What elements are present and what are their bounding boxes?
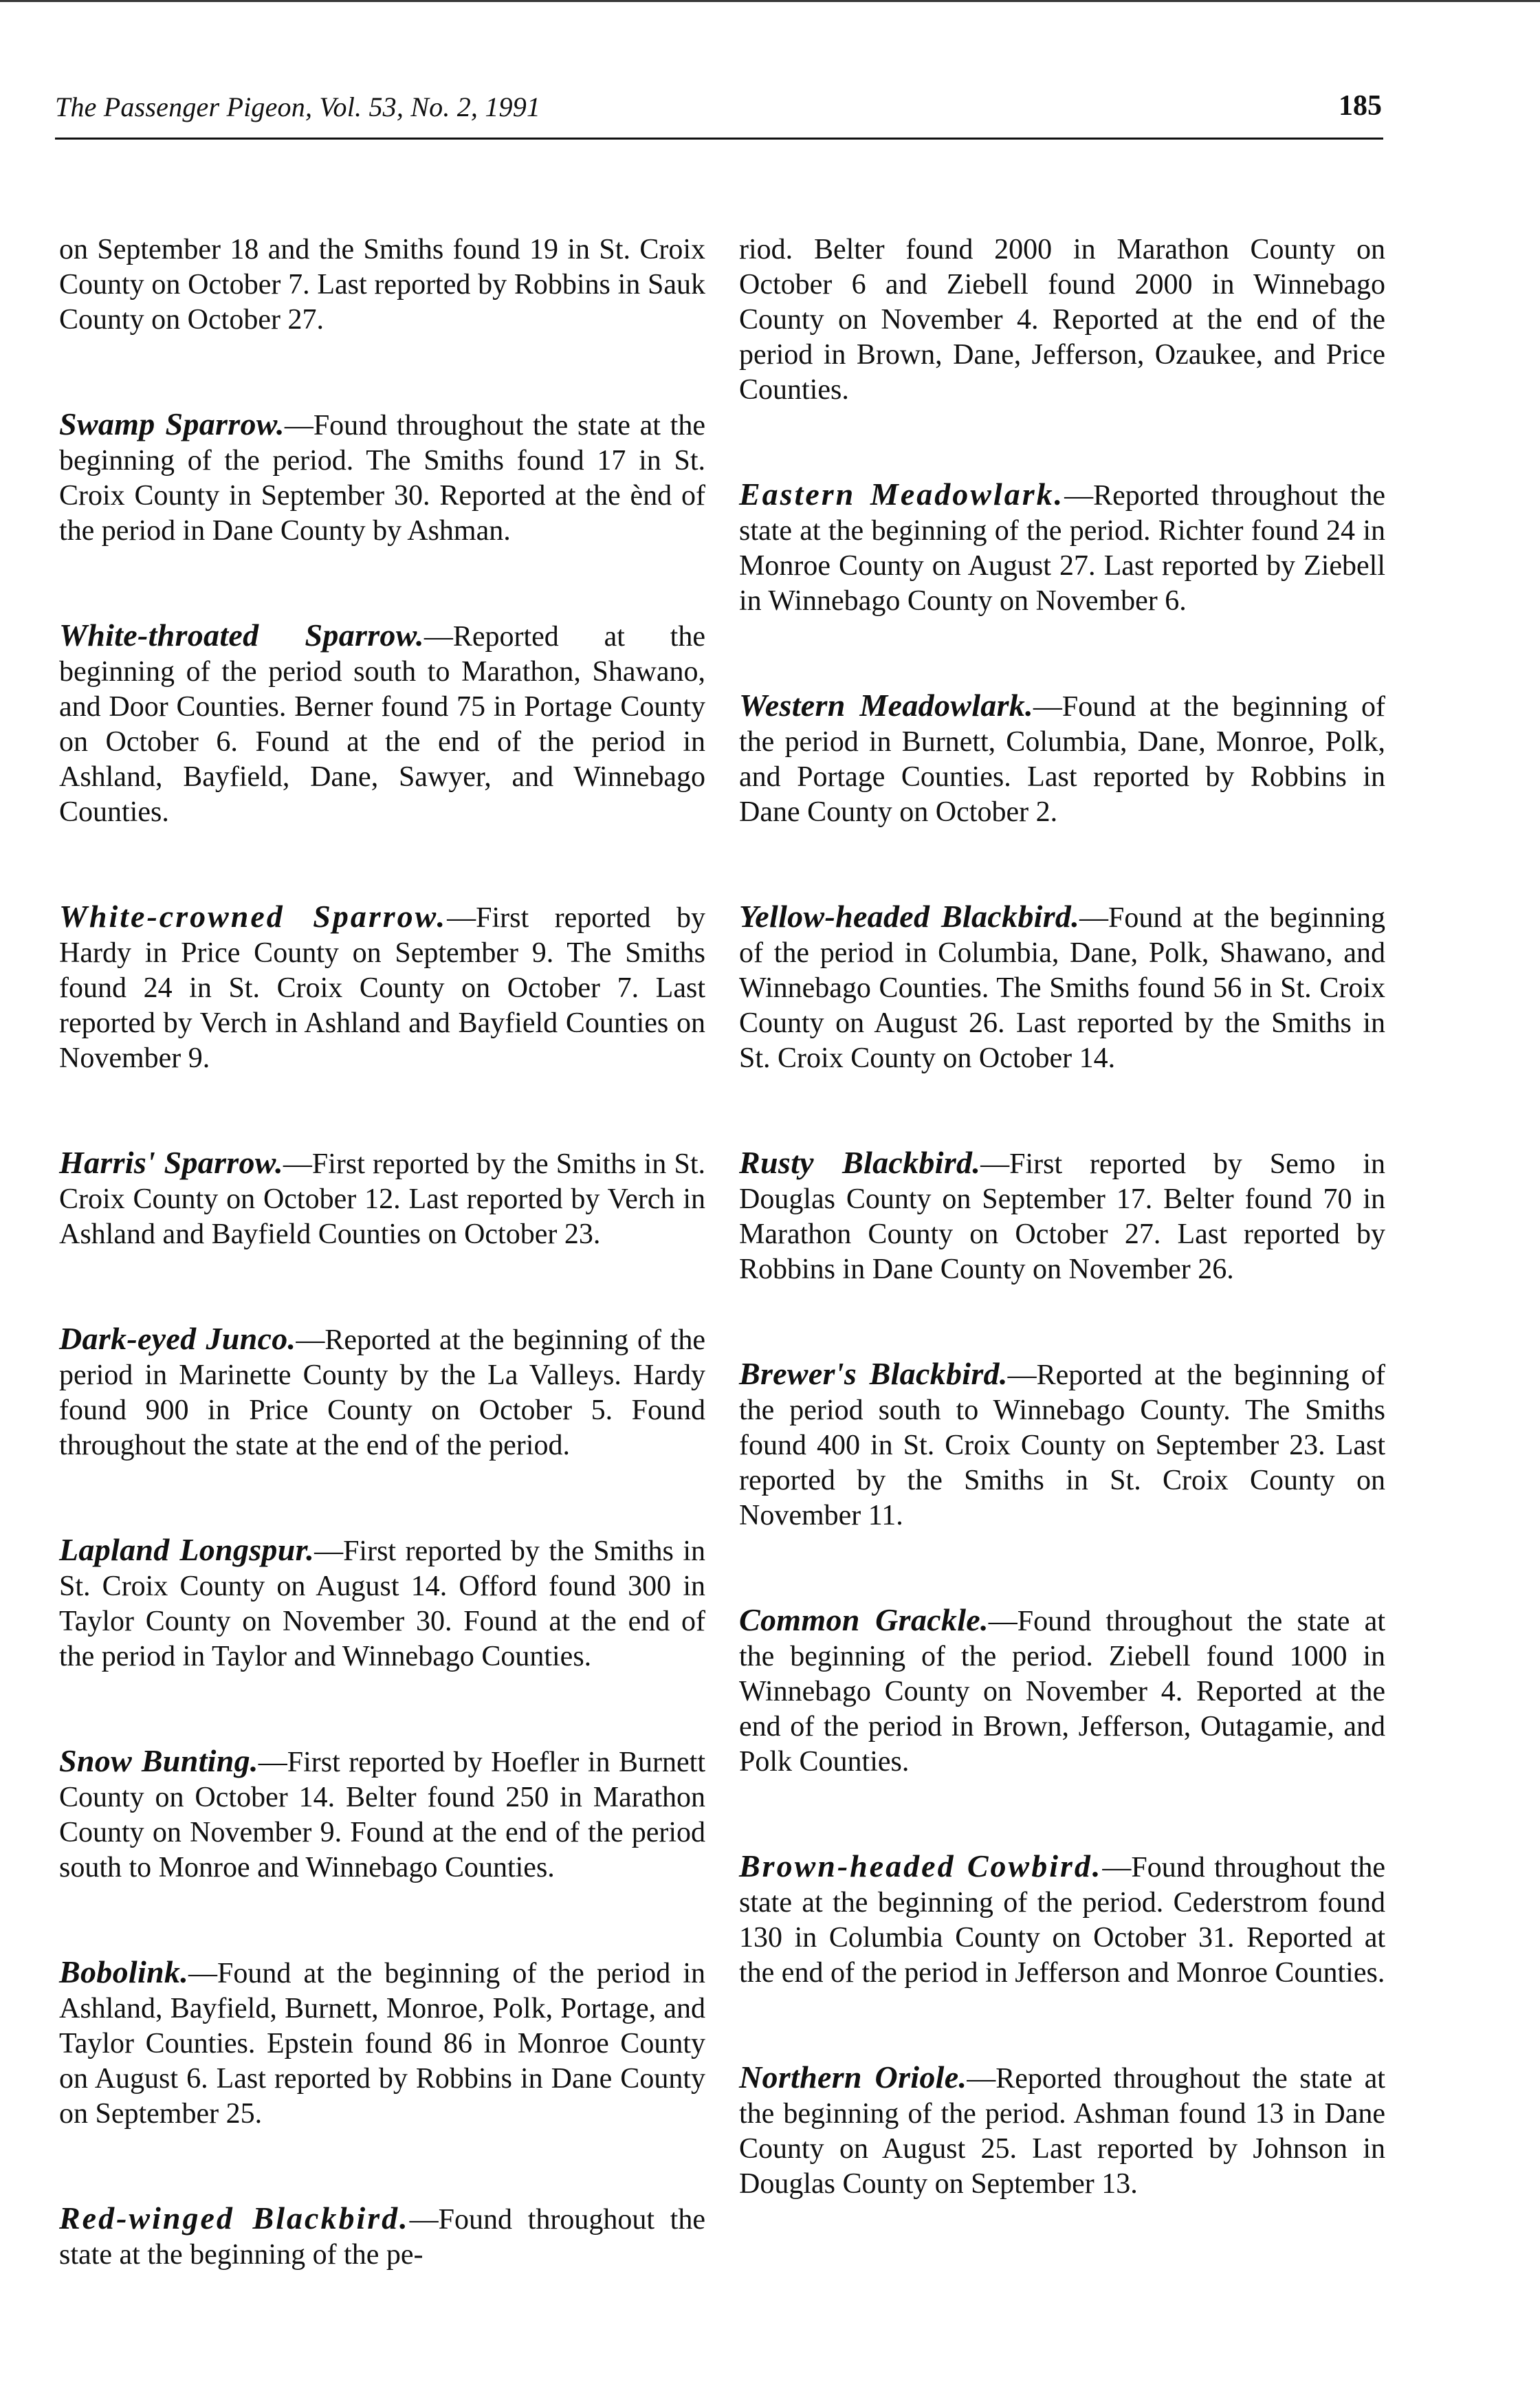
species-name: Rusty Blackbird. xyxy=(739,1145,981,1180)
left-column xyxy=(59,232,705,2341)
species-notes: —Found throughout the state at the beginning of the period. Ziebell found 1000 in Winnebago County on November 4. Reported at the end of the period in Brown, Jefferson, Outagamie, and Polk Counties. xyxy=(739,1606,1385,1778)
paragraph-text: on September 18 and the Smiths found 19 in St. Croix County on October 7. Last reported by Robbins in Sauk County on October 27. xyxy=(59,234,705,336)
species-entry-yellow-headed-blackbird xyxy=(739,899,1385,1076)
species-notes: —Found throughout the state at the beginning of the period. Cederstrom found 130 in Columbia County on October 31. Reported at the end of the period in Jefferson and Monroe Counties. xyxy=(739,1852,1385,1989)
species-entry-harris-sparrow xyxy=(59,1145,705,1252)
species-notes: —Found at the beginning of the period in Columbia, Dane, Polk, Shawano, and Winnebago Counties. The Smiths found 56 in St. Croix County on August 26. Last reported by the Smiths in St. Croix County on October 14. xyxy=(739,902,1385,1074)
species-notes: —Reported at the beginning of the period south to Winnebago County. The Smiths found 400 in St. Croix County on September 23. Last reported by the Smiths in St. Croix County on November 11. xyxy=(739,1359,1385,1531)
species-notes: —Found at the beginning of the period in Burnett, Columbia, Dane, Monroe, Polk, and Portage Counties. Last reported by Robbins in Dane County on October 2. xyxy=(739,691,1385,828)
species-notes: —First reported by Hardy in Price County on September 9. The Smiths found 24 in St. Croix County on October 7. Last reported by Verch in Ashland and Bayfield Counties on November 9. xyxy=(59,902,705,1074)
species-entry-lapland-longspur xyxy=(59,1532,705,1674)
species-entry-snow-bunting xyxy=(59,1743,705,1886)
page-header xyxy=(55,88,1383,140)
species-name: Harris' Sparrow. xyxy=(59,1145,283,1180)
species-name: Brown-headed Cowbird. xyxy=(739,1848,1103,1883)
species-entry-white-throated-sparrow xyxy=(59,618,705,830)
species-name: Yellow-headed Blackbird. xyxy=(739,899,1079,934)
page-number: 185 xyxy=(1339,90,1382,122)
right-column xyxy=(739,232,1385,2271)
species-name: Lapland Longspur. xyxy=(59,1532,315,1567)
species-name: Western Meadowlark. xyxy=(739,688,1033,723)
species-notes: —Reported at the beginning of the period in Marinette County by the La Valleys. Hardy found 900 in Price County on October 5. Found throughout the state at the end of the period. xyxy=(59,1324,705,1461)
species-notes: —First reported by the Smiths in St. Croix County on August 14. Offord found 300 in Taylor County on November 30. Found at the end of the period in Taylor and Winnebago Counties. xyxy=(59,1536,705,1672)
species-name: White-throated Sparrow. xyxy=(59,618,424,653)
species-name: Red-winged Blackbird. xyxy=(59,2200,410,2236)
species-notes: —Found at the beginning of the period in Ashland, Bayfield, Burnett, Monroe, Polk, Portage, and Taylor Counties. Epstein found 86 in Monroe County on August 6. Last reported by Robbins in Dane County on September 25. xyxy=(59,1958,705,2130)
species-entry-dark-eyed-junco xyxy=(59,1321,705,1463)
species-name: Brewer's Blackbird. xyxy=(739,1356,1008,1391)
continued-paragraph xyxy=(739,232,1385,408)
species-entry-red-winged-blackbird xyxy=(59,2200,705,2273)
species-name: Northern Oriole. xyxy=(739,2059,967,2095)
species-notes: —Found throughout the state at the beginning of the period. The Smiths found 17 in St. Croix County in September 30. Reported at the ènd of the period in Dane County by Ashman. xyxy=(59,410,705,547)
continued-paragraph xyxy=(59,232,705,338)
species-name: White-crowned Sparrow. xyxy=(59,899,448,934)
species-name: Snow Bunting. xyxy=(59,1743,258,1778)
species-name: Swamp Sparrow. xyxy=(59,406,285,441)
species-notes: —First reported by the Smiths in St. Croix County on October 12. Last reported by Verch in Ashland and Bayfield Counties on October 23. xyxy=(59,1148,705,1250)
species-notes: —Reported throughout the state at the beginning of the period. Richter found 24 in Monroe County on August 27. Last reported by Ziebell in Winnebago County on November 6. xyxy=(739,480,1385,617)
species-entry-northern-oriole xyxy=(739,2059,1385,2202)
paragraph-text: riod. Belter found 2000 in Marathon County on October 6 and Ziebell found 2000 in Winnebago County on November 4. Reported at the end of the period in Brown, Dane, Jefferson, Ozaukee, and Price Counties. xyxy=(739,234,1385,406)
species-notes: —Found throughout the state at the beginning of the pe- xyxy=(59,2204,705,2271)
species-notes: —First reported by Hoefler in Burnett County on October 14. Belter found 250 in Marathon County on November 9. Found at the end of the period south to Monroe and Winnebago Counties. xyxy=(59,1747,705,1883)
species-notes: —First reported by Semo in Douglas County on September 17. Belter found 70 in Marathon County on October 27. Last reported by Robbins in Dane County on November 26. xyxy=(739,1148,1385,1285)
species-entry-swamp-sparrow xyxy=(59,406,705,549)
top-border-rule xyxy=(0,0,1540,2)
species-entry-brewers-blackbird xyxy=(739,1356,1385,1533)
species-name: Eastern Meadowlark. xyxy=(739,477,1065,512)
species-entry-eastern-meadowlark xyxy=(739,477,1385,619)
running-head: The Passenger Pigeon, Vol. 53, No. 2, 1991 xyxy=(55,91,541,122)
species-entry-rusty-blackbird xyxy=(739,1145,1385,1287)
species-entry-bobolink xyxy=(59,1954,705,2132)
species-entry-western-meadowlark xyxy=(739,688,1385,830)
species-name: Common Grackle. xyxy=(739,1602,989,1637)
species-entry-common-grackle xyxy=(739,1602,1385,1780)
species-name: Dark-eyed Junco. xyxy=(59,1321,296,1356)
species-notes: —Reported at the beginning of the period south to Marathon, Shawano, and Door Counties. Berner found 75 in Portage County on October 6. Found at the end of the period in Ashland, Bayfield, Dane, Sawyer, and Winnebago Counties. xyxy=(59,621,705,828)
species-entry-white-crowned-sparrow xyxy=(59,899,705,1076)
species-entry-brown-headed-cowbird xyxy=(739,1848,1385,1991)
species-name: Bobolink. xyxy=(59,1954,189,1989)
species-notes: —Reported throughout the state at the beginning of the period. Ashman found 13 in Dane County on August 25. Last reported by Johnson in Douglas County on September 13. xyxy=(739,2063,1385,2200)
